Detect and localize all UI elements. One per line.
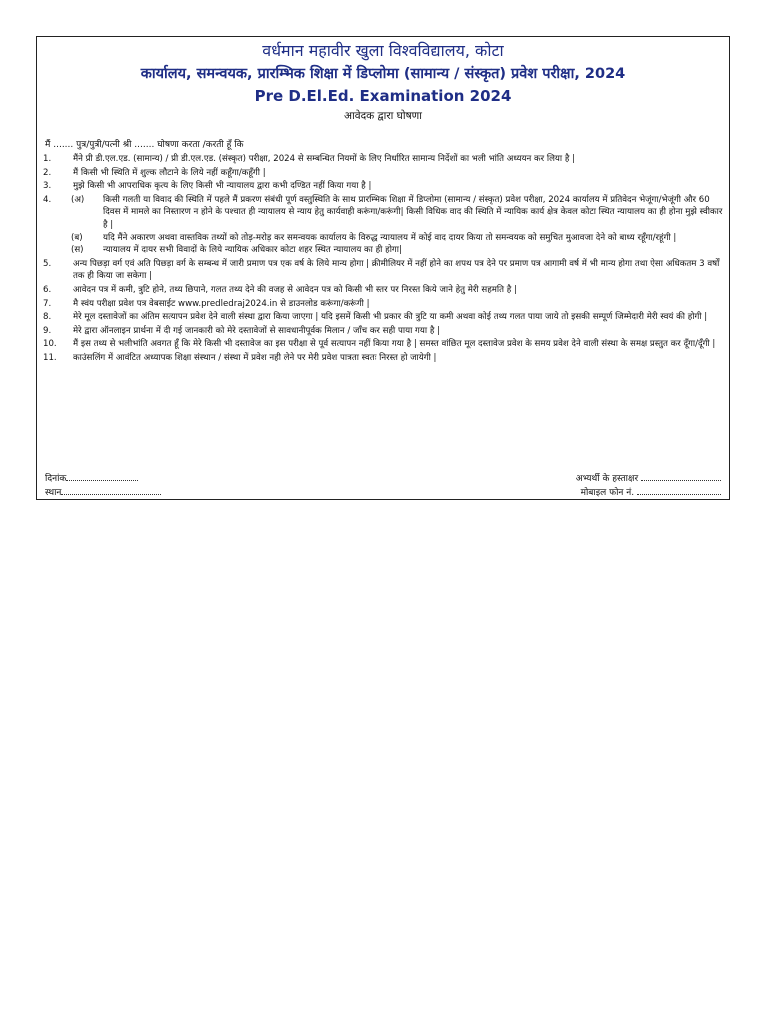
declaration-title: आवेदक द्वारा घोषणा bbox=[344, 110, 422, 122]
list-item: 2. मैं किसी भी स्थिति में शुल्क लौटाने के लिये नहीं कहूँगा/कहूँगी | bbox=[43, 167, 266, 178]
declaration-intro: मैं ....... पुत्र/पुत्री/पत्नी श्री ....... घोषणा करता /करती हूँ कि bbox=[45, 140, 244, 150]
exam-title: Pre D.El.Ed. Examination 2024 bbox=[254, 87, 512, 105]
declaration-form bbox=[36, 36, 730, 500]
date-blank bbox=[66, 472, 138, 481]
date-field: दिनांक bbox=[45, 471, 138, 484]
signature-blank bbox=[641, 472, 721, 481]
list-item: 10. मैं इस तथ्य से भलीभांति अवगत हूँ कि मेरे किसी भी दस्तावेज का इस परीक्षा से पूर्व सत्यापन नहीं किया गया है | समस्त वांछित मूल दस्तावेज प्रवेश के समय प्रवेश देने वाली संस्था के समक्ष प्रस्तुत कर दूँगा/दूँगी | bbox=[43, 339, 716, 350]
list-item: 6. आवेदन पत्र में कमी, त्रुटि होने, तथ्य छिपाने, गलत तथ्य देने की वजह से आवेदन पत्र को किसी भी स्तर पर निरस्त किये जाने हेतु मेरी सहमति है | bbox=[43, 284, 517, 295]
signature-field: अभ्यर्थी के हस्ताक्षर bbox=[576, 471, 721, 484]
list-item: 1. मैंने प्री डी.एल.एड. (सामान्य) / प्री डी.एल.एड. (संस्कृत) परीक्षा, 2024 से सम्बन्धित नियमों के लिए निर्धारित सामान्य निर्देशों का भली भांति अध्ययन कर लिया है | bbox=[43, 154, 576, 164]
list-item: 7. मै स्वंय परीक्षा प्रवेश पत्र वेबसाईट www.predledraj2024.in से डाउनलोड करूंगा/करूंगी | bbox=[43, 298, 370, 309]
list-item: 8. मेरे मूल दस्तावेजों का अंतिम सत्यापन प्रवेश देने वाली संस्था द्वारा किया जाएगा | यदि इसमें किसी भी प्रकार की त्रुटि या कमी अथवा कोई तथ्य गलत पाया जाये तो इसकी सम्पूर्ण जिम्मेदारी मेरी स्वयं की होगी | bbox=[43, 312, 708, 323]
place-blank bbox=[61, 486, 161, 495]
mobile-blank bbox=[637, 486, 721, 495]
list-item: 3. मुझे किसी भी आपराधिक कृत्य के लिए किसी भी न्यायालय द्वारा कभी दण्डित नहीं किया गया है | bbox=[43, 181, 372, 192]
place-field: स्थान bbox=[45, 485, 161, 498]
list-item: 4. (अ) किसी गलती या विवाद की स्थिति में पहले मैं प्रकरण संबंधी पूर्ण वस्तुस्थिति के साथ प्रारम्भिक शिक्षा में डिप्लोमा (सामान्य / संस्कृत) प्रवेश परीक्षा, 2024 कार्यालय में प्रतिवेदन भेजूंगा/भेजूंगी और 60 दिवस में मामले का निस्तारण न होने के पश्चात ही न्यायालय से न्याय हेतु कार्यवाही करूंगा/करूंगी| किसी विधिक वाद की स्थिति में न्यायिक कार्य क्षेत्र केवल कोटा स्थित न्यायालय का ही होना मुझे स्वीकार है | (ब) यदि मैंने अकारण अथवा वास्तविक तथ्यों को तोड़-मरोड़ कर समन्वयक कार्यालय के विरुद्ध न्यायालय में कोई वाद दायर किया तो समन्वयक को समुचित मुआवजा देने को बाध्य रहूँगा/रहूंगी | (स) न्यायालय में दायर सभी विवादों के लिये न्यायिक अधिकार कोटा शहर स्थित न्यायालय का ही होगा| bbox=[37, 194, 731, 257]
university-name: वर्धमान महावीर खुला विश्वविद्यालय, कोटा bbox=[262, 41, 504, 60]
sub-item: (स) न्यायालय में दायर सभी विवादों के लिये न्यायिक अधिकार कोटा शहर स्थित न्यायालय का ही होगा| bbox=[71, 245, 402, 256]
list-item: 5. अन्य पिछड़ा वर्ग एवं अति पिछड़ा वर्ग के सम्बन्ध में जारी प्रमाण पत्र एक वर्ष के लिये मान्य होगा | क्रीमीलियर में नहीं होने का शपथ पत्र देने पर प्रमाण पत्र आगामी वर्ष में भी मान्य होगा तथा ऐसा अधिकतम 3 वर्षों तक ही किया जा सकेगा | bbox=[43, 258, 720, 282]
office-title: कार्यालय, समन्वयक, प्रारम्भिक शिक्षा में डिप्लोमा (सामान्य / संस्कृत) प्रवेश परीक्षा, 2024 bbox=[140, 66, 626, 82]
declaration-list bbox=[37, 153, 731, 366]
sub-item: (ब) यदि मैंने अकारण अथवा वास्तविक तथ्यों को तोड़-मरोड़ कर समन्वयक कार्यालय के विरुद्ध न्यायालय में कोई वाद दायर किया तो समन्वयक को समुचित मुआवजा देने को बाध्य रहूँगा/रहूंगी | bbox=[71, 232, 677, 243]
sub-item: (अ) किसी गलती या विवाद की स्थिति में पहले मैं प्रकरण संबंधी पूर्ण वस्तुस्थिति के साथ प्रारम्भिक शिक्षा में डिप्लोमा (सामान्य / संस्कृत) प्रवेश परीक्षा, 2024 कार्यालय में प्रतिवेदन भेजूंगा/भेजूंगी और 60 दिवस में मामले का निस्तारण न होने के पश्चात ही न्यायालय से न्याय हेतु कार्यवाही करूंगा/करूंगी| किसी विधिक वाद की स्थिति में न्यायिक कार्य क्षेत्र केवल कोटा स्थित न्यायालय का ही होना मुझे स्वीकार है | bbox=[71, 194, 723, 230]
list-item: 11. काउंसलिंग में आवंटित अध्यापक शिक्षा संस्थान / संस्था में प्रवेश नही लेने पर मेरी प्रवेश पात्रता स्वतः निरस्त हो जायेगी | bbox=[43, 352, 437, 363]
mobile-field: मोबाइल फोन नं. bbox=[581, 485, 721, 498]
list-item: 9. मेरे द्वारा ऑनलाइन प्रार्थना में दी गई जानकारी को मेरे दस्तावेजों से सावधानीपूर्वक मिलान / जाँच कर सही पाया गया है | bbox=[43, 325, 441, 336]
